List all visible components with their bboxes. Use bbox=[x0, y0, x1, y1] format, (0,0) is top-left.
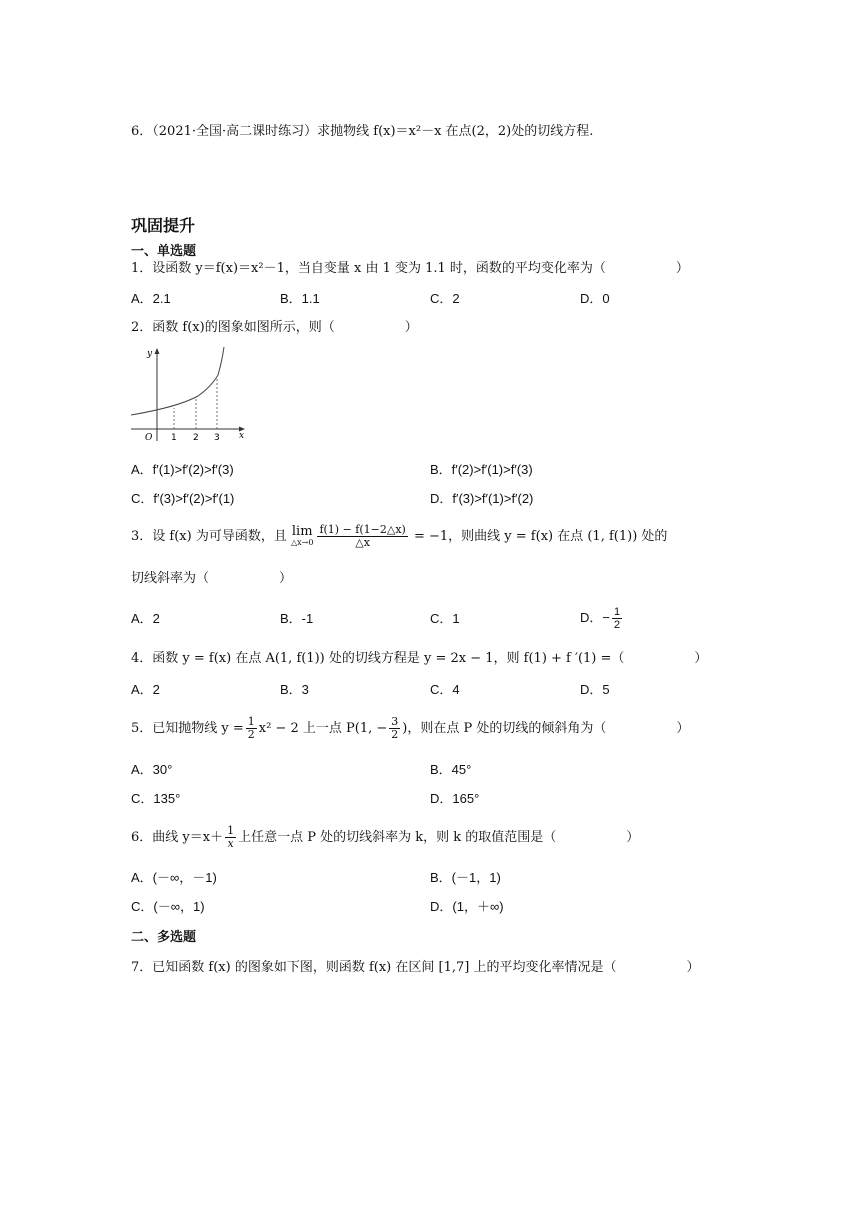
q4-option-c[interactable]: C．4 bbox=[430, 682, 460, 697]
graph-y-label: y bbox=[147, 349, 153, 359]
q5-option-d[interactable]: D．165° bbox=[430, 791, 480, 806]
graph-x-label: x bbox=[239, 431, 245, 441]
q4-option-d[interactable]: D．5 bbox=[580, 682, 610, 697]
q1-option-b[interactable]: B．1.1 bbox=[280, 291, 320, 306]
question-7-stem: 7．已知函数 f(x) 的图象如下图，则函数 f(x) 在区间 [1,7] 上的平均变化率情况是（ ） bbox=[131, 960, 700, 975]
section-title: 巩固提升 bbox=[131, 216, 196, 235]
question-3-stem: 3．设 f(x) 为可导函数，且 lim △x→0 $\frac{f(1) - f(1-2\triangle x)}{\triangle x}$ = −1，则曲线 y = f(x) 在点 (1, f(1)) 处的 bbox=[131, 523, 668, 549]
q5-option-c[interactable]: C．135° bbox=[131, 791, 181, 806]
question-5-stem: 5．已知抛物线 y = $\frac{1}{2}$ x² − 2 上一点 P(1, − $\frac{3}{2}$ )，则在点 P 处的切线的倾斜角为（ ） bbox=[131, 715, 690, 741]
question-1-stem: 1．设函数 y＝f(x)＝x²－1，当自变量 x 由 1 变为 1.1 时，函数的平均变化率为（ ） bbox=[131, 261, 689, 276]
q5-option-a[interactable]: A．30° bbox=[131, 762, 173, 777]
q3-option-d[interactable]: D．− $\frac{1}{2}$ bbox=[580, 606, 621, 632]
q4-option-a[interactable]: A．2 bbox=[131, 682, 160, 697]
q3-option-a[interactable]: A．2 bbox=[131, 611, 160, 626]
q2-option-d[interactable]: D．f′(3)>f′(1)>f′(2) bbox=[430, 491, 534, 506]
q1-option-a[interactable]: A．2.1 bbox=[131, 291, 171, 306]
graph-tick-3: 3 bbox=[214, 433, 220, 443]
q6-option-b[interactable]: B．(－1，1) bbox=[430, 870, 501, 885]
function-graph bbox=[128, 345, 248, 445]
question-2-stem: 2．函数 f(x)的图象如图所示，则（ ） bbox=[131, 320, 418, 335]
question-3-line2: 切线斜率为（ ） bbox=[131, 571, 293, 586]
question-4-stem: 4．函数 y = f(x) 在点 A(1, f(1)) 处的切线方程是 y = 2x − 1，则 f(1) + f ′(1) =（ ） bbox=[131, 651, 708, 666]
section-multiple-choice: 二、多选题 bbox=[131, 930, 197, 945]
q2-option-a[interactable]: A．f′(1)>f′(2)>f′(3) bbox=[131, 462, 234, 477]
q2-option-b[interactable]: B．f′(2)>f′(1)>f′(3) bbox=[430, 462, 533, 477]
limit-fraction: $\frac{f(1) - f(1-2\triangle x)}{\triangle x}$ bbox=[319, 523, 406, 549]
q6-option-c[interactable]: C．(－∞，1) bbox=[131, 899, 205, 914]
q2-option-c[interactable]: C．f′(3)>f′(2)>f′(1) bbox=[131, 491, 235, 506]
q5-option-b[interactable]: B．45° bbox=[430, 762, 472, 777]
q4-option-b[interactable]: B．3 bbox=[280, 682, 309, 697]
q3-option-b[interactable]: B．-1 bbox=[280, 611, 314, 626]
limit-expression: lim △x→0 bbox=[290, 523, 314, 547]
q1-option-c[interactable]: C．2 bbox=[430, 291, 460, 306]
section-single-choice: 一、单选题 bbox=[131, 244, 197, 259]
q6-option-a[interactable]: A．(－∞，－1) bbox=[131, 870, 217, 885]
function-curve bbox=[131, 347, 224, 415]
y-axis-arrow bbox=[155, 348, 160, 354]
q3-option-c[interactable]: C．1 bbox=[430, 611, 460, 626]
q6-option-d[interactable]: D．(1，＋∞) bbox=[430, 899, 504, 914]
graph-origin-label: O bbox=[145, 433, 153, 443]
question-6-top: 6．（2021·全国·高二课时练习）求抛物线 f(x)＝x²－x 在点(2，2)处的切线方程. bbox=[131, 124, 594, 139]
graph-tick-1: 1 bbox=[171, 433, 177, 443]
question-6-stem: 6．曲线 y＝x＋ $\frac{1}{x}$ 上任意一点 P 处的切线斜率为 k，则 k 的取值范围是（ ） bbox=[131, 824, 640, 850]
graph-tick-2: 2 bbox=[193, 433, 199, 443]
q1-option-d[interactable]: D．0 bbox=[580, 291, 610, 306]
